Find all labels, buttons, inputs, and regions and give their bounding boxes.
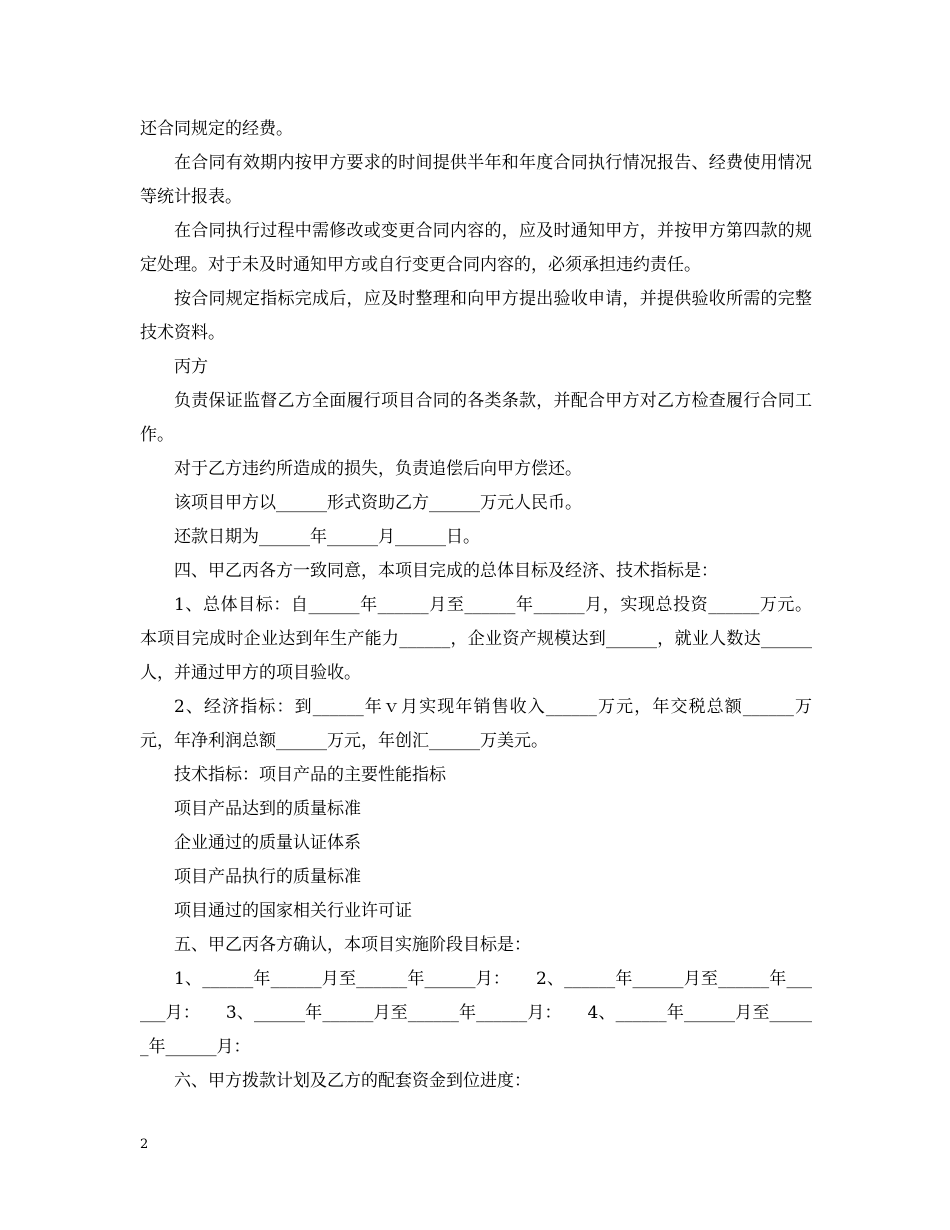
paragraph-2: 在合同有效期内按甲方要求的时间提供半年和年度合同执行情况报告、经费使用情况等统计报表。 (140, 153, 812, 207)
paragraph-3: 在合同执行过程中需修改或变更合同内容的，应及时通知甲方，并按甲方第四款的规定处理。对于未及时通知甲方或自行变更合同内容的，必须承担违约责任。 (140, 221, 812, 275)
paragraph-stage-targets: 1、______年______月至______年______月： 2、______年______月至______年______月： 3、______年______月至______年______月： 4、______年______月至______年______月： (140, 969, 812, 1057)
section-heading-6: 六、甲方拨款计划及乙方的配套资金到位进度： (174, 1071, 531, 1091)
paragraph-quality-standard: 项目产品达到的质量标准 (174, 799, 361, 819)
paragraph-4: 按合同规定指标完成后，应及时整理和向甲方提出验收申请，并提供验收所需的完整技术资料。 (140, 289, 812, 343)
paragraph-license: 项目通过的国家相关行业许可证 (174, 901, 412, 921)
section-heading-4: 四、甲乙丙各方一致同意，本项目完成的总体目标及经济、技术指标是： (174, 561, 718, 581)
paragraph-7: 对于乙方违约所造成的损失，负责追偿后向甲方偿还。 (174, 459, 582, 479)
paragraph-1: 还合同规定的经费。 (140, 119, 293, 139)
paragraph-quality-certification: 企业通过的质量认证体系 (174, 833, 361, 853)
document-body (140, 112, 812, 1098)
paragraph-technical-target: 技术指标：项目产品的主要性能指标 (174, 765, 446, 785)
paragraph-economic-target: 2、经济指标：到______年ｖ月实现年销售收入______万元，年交税总额______万元，年净利润总额______万元，年创汇______万美元。 (140, 697, 812, 751)
paragraph-funding: 该项目甲方以______形式资助乙方______万元人民币。 (174, 493, 582, 513)
paragraph-executed-standard: 项目产品执行的质量标准 (174, 867, 361, 887)
paragraph-repayment-date: 还款日期为______年______月______日。 (174, 527, 480, 547)
section-heading-party-c: 丙方 (174, 357, 208, 377)
section-heading-5: 五、甲乙丙各方确认，本项目实施阶段目标是： (174, 935, 531, 955)
paragraph-6: 负责保证监督乙方全面履行项目合同的各类条款，并配合甲方对乙方检查履行合同工作。 (140, 391, 812, 445)
paragraph-overall-target: 1、总体目标：自______年______月至______年______月，实现总投资______万元。本项目完成时企业达到年生产能力______，企业资产规模达到______，就业人数达______人，并通过甲方的项目验收。 (140, 595, 812, 683)
page-number: 2 (140, 1137, 149, 1152)
